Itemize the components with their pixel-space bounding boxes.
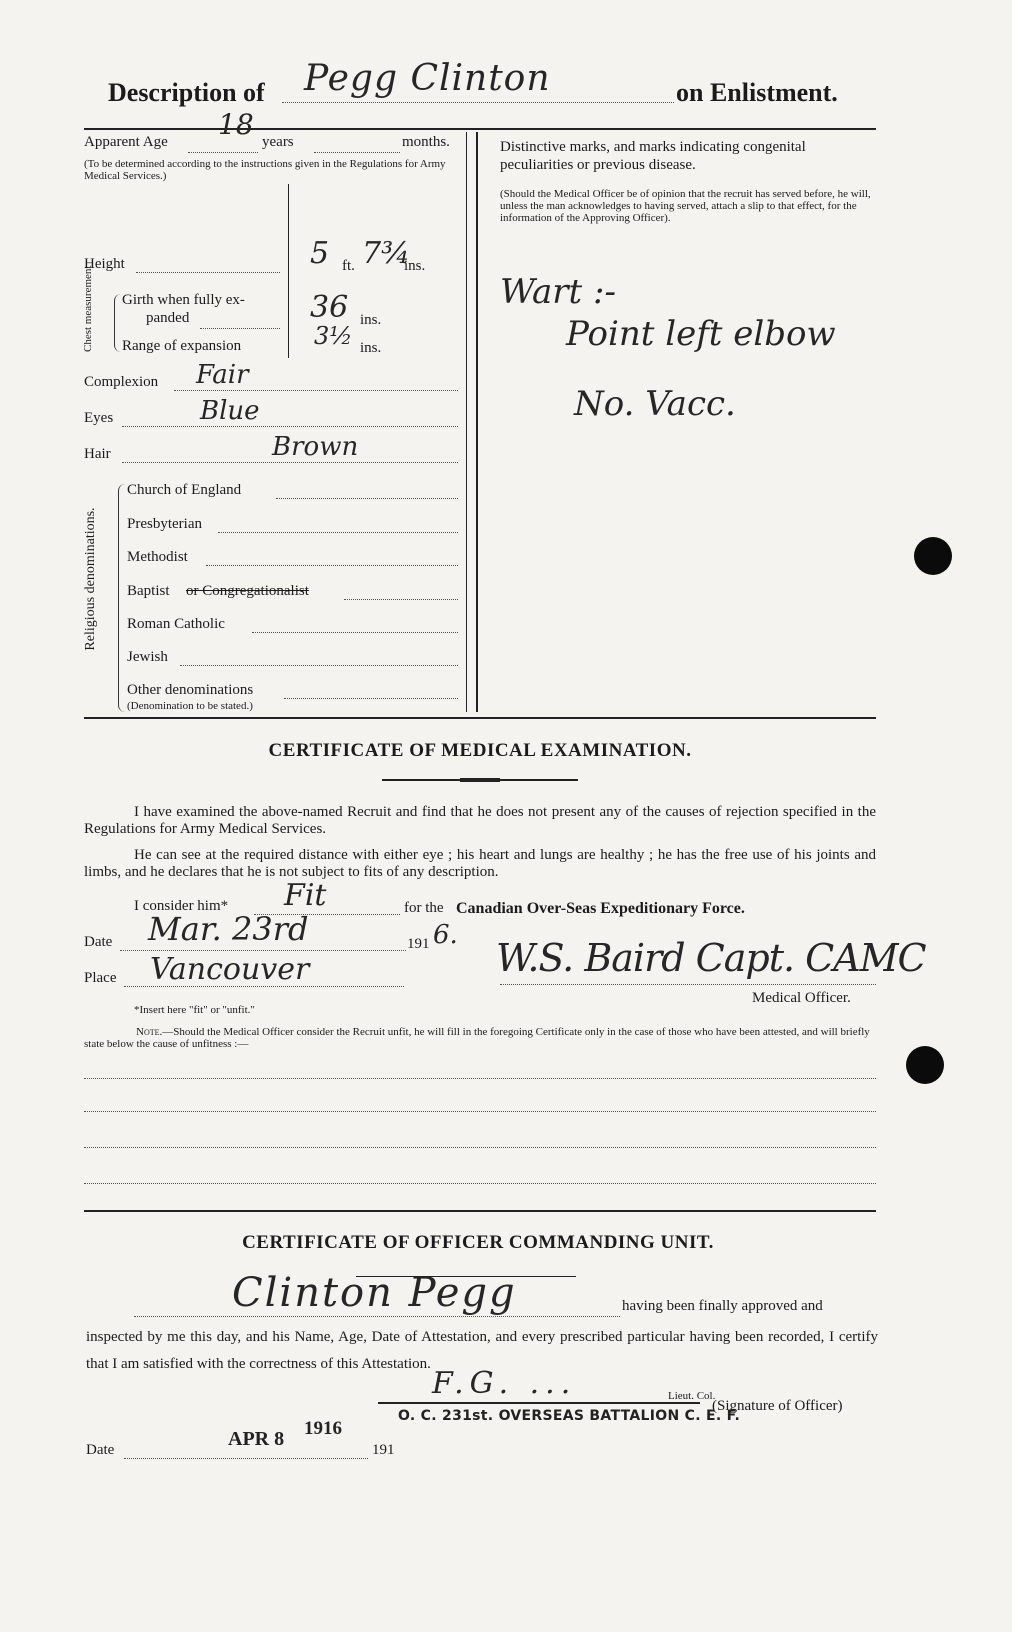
eyes-label: Eyes [84,410,114,426]
section-rule [84,717,876,719]
complexion-line [174,390,458,391]
hair-value: Brown [272,432,359,462]
religion-baptist: Baptist [127,583,170,599]
medical-officer-signature: W.S. Baird Capt. CAMC [496,936,926,980]
punch-hole [914,537,952,575]
girth-line-left [200,328,280,329]
commanding-signature-line [378,1402,700,1404]
marks-heading: Distinctive marks, and marks indicating congenital peculiarities or previous disease. [500,139,806,173]
eyes-value: Blue [200,396,260,426]
height-label: Height [84,256,125,272]
hair-line [122,462,458,463]
eyes-line [122,426,458,427]
religion-line [218,532,458,533]
medical-date-label: Date [84,934,113,950]
place-label: Place [84,970,117,986]
hair-label: Hair [84,446,111,462]
medical-date-line [120,950,406,951]
marks-wart: Wart :- [500,272,616,312]
religion-line [180,665,458,666]
approved-label: having been finally approved and [622,1298,823,1314]
age-line [188,152,258,153]
note-text: —Should the Medical Officer consider the Recruit unfit, he will fill in the foregoing Certificate only in the case of those who have been attested, and will briefly state below the cause of unfitness :— [84,1026,870,1050]
title-prefix: Description of [108,78,265,107]
unfit-reason-line [84,1147,876,1148]
title-suffix: on Enlistment. [676,78,838,107]
medical-signature-line [500,984,876,985]
commanding-officer-signature: F.G. ... [432,1366,577,1401]
ft-label: ft. [342,258,355,274]
medical-title: CERTIFICATE OF MEDICAL EXAMINATION. [268,740,692,761]
section-rule [84,1210,876,1212]
height-line [136,272,280,273]
measure-divider [288,184,289,358]
top-rule [84,128,876,130]
commanding-date-line [124,1458,368,1459]
unfit-note [84,1026,880,1050]
height-in-value: 7¾ [362,236,411,271]
battalion-stamp: O. C. 231st. OVERSEAS BATTALION C. E. F. [398,1408,741,1424]
months-label: months. [402,134,450,150]
for-label: for the [404,900,444,916]
years-label: years [262,134,294,150]
height-ft-value: 5 [310,236,330,271]
commanding-year-printed: 191 [372,1442,395,1458]
range-label: Range of expansion [122,338,242,354]
commanding-title: CERTIFICATE OF OFFICER COMMANDING UNIT. [242,1232,714,1253]
column-divider [476,132,478,712]
religion-presbyterian: Presbyterian [127,516,202,532]
insert-note: *Insert here "fit" or "unfit." [134,1004,255,1016]
force-label: Canadian Over-Seas Expeditionary Force. [456,900,745,917]
religion-jewish: Jewish [127,649,168,665]
chest-bracket [114,294,121,352]
chest-side-label: Chest measurement [82,265,94,352]
consider-value: Fit [284,878,327,913]
religion-roman-catholic: Roman Catholic [127,616,225,632]
religion-methodist: Methodist [127,549,188,565]
religion-line [276,498,458,499]
name-dotted-line [282,102,674,103]
religion-line [284,698,458,699]
unfit-reason-line [84,1183,876,1184]
commanding-date-label: Date [86,1442,115,1458]
medical-title-rule-center [460,778,500,782]
column-divider-inner [466,132,467,712]
recruit-name: Pegg Clinton [304,58,551,99]
note-label: Note. [136,1026,163,1038]
marks-no-vacc: No. Vacc. [574,384,736,424]
date-stamp: APR 8 [228,1428,285,1450]
medical-date-value: Mar. 23rd [148,910,309,948]
consider-label: I consider him* [134,898,229,914]
religion-congregationalist-struck: or Congregationalist [186,583,309,599]
approved-name-line [134,1316,620,1317]
medical-paragraph-1: I have examined the above-named Recruit and find that he does not present any of the causes of rejection specified in the Regulations for Army Medical Services. [84,804,876,837]
unfit-reason-line [84,1111,876,1112]
girth-label-1: Girth when fully ex- [122,292,245,308]
year-stamp: 1916 [304,1418,342,1439]
age-note: (To be determined according to the instructions given in the Regulations for Army Medical Services.) [84,158,446,182]
girth-ins-label: ins. [360,312,382,328]
religion-line [252,632,458,633]
religion-other-note: (Denomination to be stated.) [127,700,253,712]
rank-label: Lieut. Col. [668,1390,716,1402]
religion-line [344,599,458,600]
religion-side-label: Religious denominations. [83,507,98,651]
religion-line [206,565,458,566]
medical-officer-label: Medical Officer. [752,990,851,1006]
medical-paragraph-2: He can see at the required distance with either eye ; his heart and lungs are healthy ; he has the free use of his joints and limbs, and he declares that he is not subject to fits of any description. [84,847,876,880]
marks-note: (Should the Medical Officer be of opinion that the recruit has served before, he will, unless the man acknowledges to having served, attach a slip to that effect, for the information of the Approving Officer). [500,188,871,224]
signature-of-officer-label: (Signature of Officer) [712,1398,843,1414]
place-value: Vancouver [150,952,310,987]
range-value: 3½ [314,322,353,350]
medical-year-hand: 6. [433,920,458,950]
religion-church-of-england: Church of England [127,482,242,498]
commanding-paragraph: inspected by me this day, and his Name, Age, Date of Attestation, and every prescribed particular having been recorded, I certify that I am satisfied with the correctness of this Attestation. [86,1329,878,1372]
girth-label-2: panded [146,310,190,326]
age-label: Apparent Age [84,134,168,150]
complexion-label: Complexion [84,374,159,390]
age-value: 18 [218,108,254,141]
medical-year-printed: 191 [407,936,430,952]
marks-point-left-elbow: Point left elbow [566,314,836,354]
approved-recruit-name: Clinton Pegg [232,1270,517,1316]
range-ins-label: ins. [360,340,382,356]
unfit-reason-line [84,1078,876,1079]
religion-other: Other denominations [127,682,254,698]
religion-bracket [118,484,125,712]
complexion-value: Fair [196,360,249,390]
punch-hole [906,1046,944,1084]
girth-value: 36 [310,290,349,325]
height-ins-label: ins. [404,258,426,274]
months-line [314,152,400,153]
